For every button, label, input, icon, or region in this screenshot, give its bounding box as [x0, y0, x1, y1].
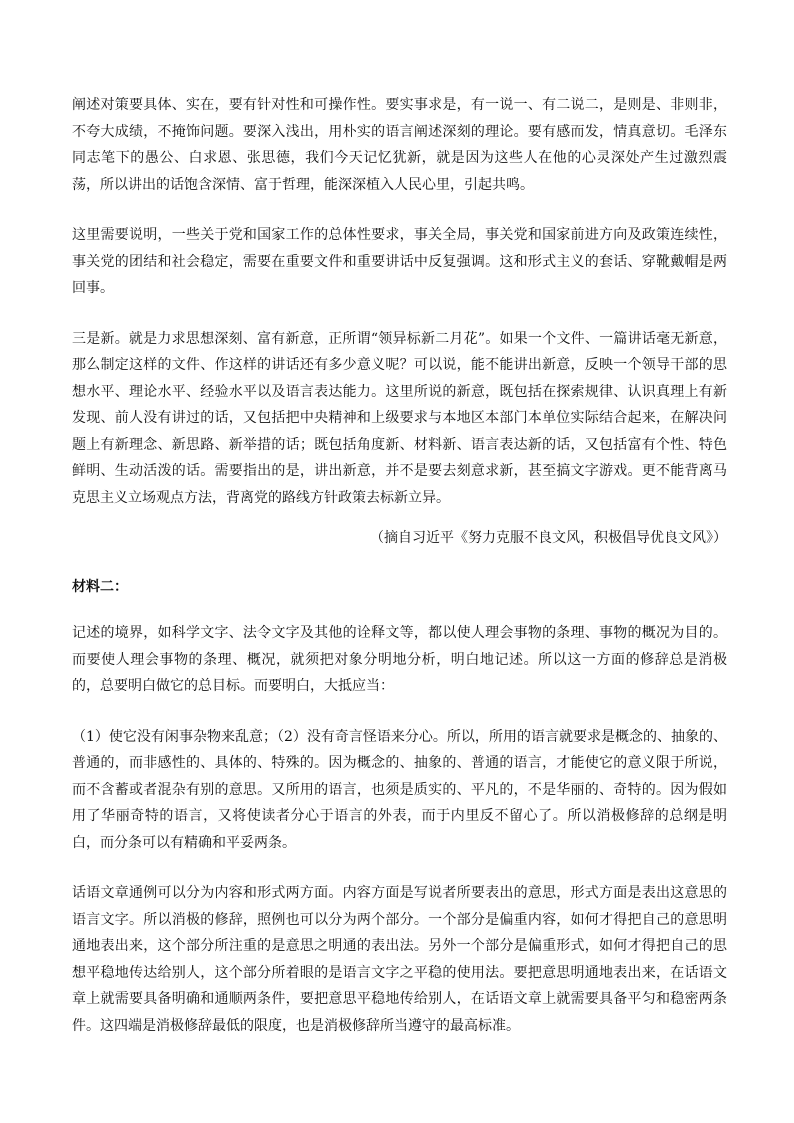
paragraph-narrative-realm: 记述的境界，如科学文字、法令文字及其他的诠释文等，都以使人理会事物的条理、事物的概况为目的。而要使人理会事物的条理、概况，就须把对象分明地分析，明白地记述。所以这一方面的修辞总是消极的，总要明白做它的总目标。而要明白，大抵应当：: [72, 625, 727, 694]
document-page: [72, 92, 727, 1039]
citation-source: （摘自习近平《努力克服不良文风，积极倡导优良文风》）: [370, 530, 727, 546]
paragraph-policy-concreteness: 阐述对策要具体、实在，要有针对性和可操作性。要实事求是，有一说一、有二说二，是则是、非则非，不夸大成绩，不掩饰问题。要深入浅出，用朴实的语言阐述深刻的理论。要有感而发，情真意切。毛泽东同志笔下的愚公、白求恩、张思德，我们今天记忆犹新，就是因为这些人在他的心灵深处产生过激烈震荡，所以讲出的话饱含深情、富于哲理，能深深植入人民心里，引起共鸣。: [72, 97, 727, 193]
paragraph-novelty: 三是新。就是力求思想深刻、富有新意，正所谓“领异标新二月花”。如果一个文件、一篇讲话毫无新意，那么制定这样的文件、作这样的讲话还有多少意义呢？可以说，能不能讲出新意，反映一个领导干部的思想水平、理论水平、经验水平以及语言表达能力。这里所说的新意，既包括在探索规律、认识真理上有新发现、前人没有讲过的话，又包括把中央精神和上级要求与本地区本部门本单位实际结合起来，在解决问题上有新理念、新思路、新举措的话；既包括角度新、材料新、语言表达新的话，又包括富有个性、特色鲜明、生动活泼的话。需要指出的是，讲出新意，并不是要去刻意求新，甚至搞文字游戏。更不能背离马克思主义立场观点方法，背离党的路线方针政策去标新立异。: [72, 330, 727, 506]
paragraph-clarity-conditions: （1）使它没有闲事杂物来乱意；（2）没有奇言怪语来分心。所以，所用的语言就要求是概念的、抽象的、普通的，而非感性的、具体的、特殊的。因为概念的、抽象的、普通的语言，才能使它的意义限于所说，而不含蓄或者混杂有别的意思。又所用的语言，也须是质实的、平凡的，不是华丽的、奇特的。因为假如用了华丽奇特的语言，又将使读者分心于语言的外表，而于内里反不留心了。所以消极修辞的总纲是明白，而分条可以有精确和平妥两条。: [72, 728, 727, 851]
section-label-material-two: 材料二：: [72, 578, 128, 595]
paragraph-overall-requirements: 这里需要说明，一些关于党和国家工作的总体性要求，事关全局，事关党和国家前进方向及政策连续性，事关党的团结和社会稳定，需要在重要文件和重要讲话中反复强调。这和形式主义的套话、穿靴戴帽是两回事。: [72, 227, 727, 296]
paragraph-content-and-form: 话语文章通例可以分为内容和形式两方面。内容方面是写说者所要表出的意思，形式方面是表出这意思的语言文字。所以消极的修辞，照例也可以分为两个部分。一个部分是偏重内容，如何才得把自己的意思明通地表出来，这个部分所注重的是意思之明通的表出法。另外一个部分是偏重形式，如何才得把自己的思想平稳地传达给别人，这个部分所着眼的是语言文字之平稳的使用法。要把意思明通地表出来，在话语文章上就需要具备明确和通顺两条件，要把意思平稳地传给别人，在话语文章上就需要具备平匀和稳密两条件。这四端是消极修辞最低的限度，也是消极修辞所当遵守的最高标准。: [72, 885, 727, 1034]
